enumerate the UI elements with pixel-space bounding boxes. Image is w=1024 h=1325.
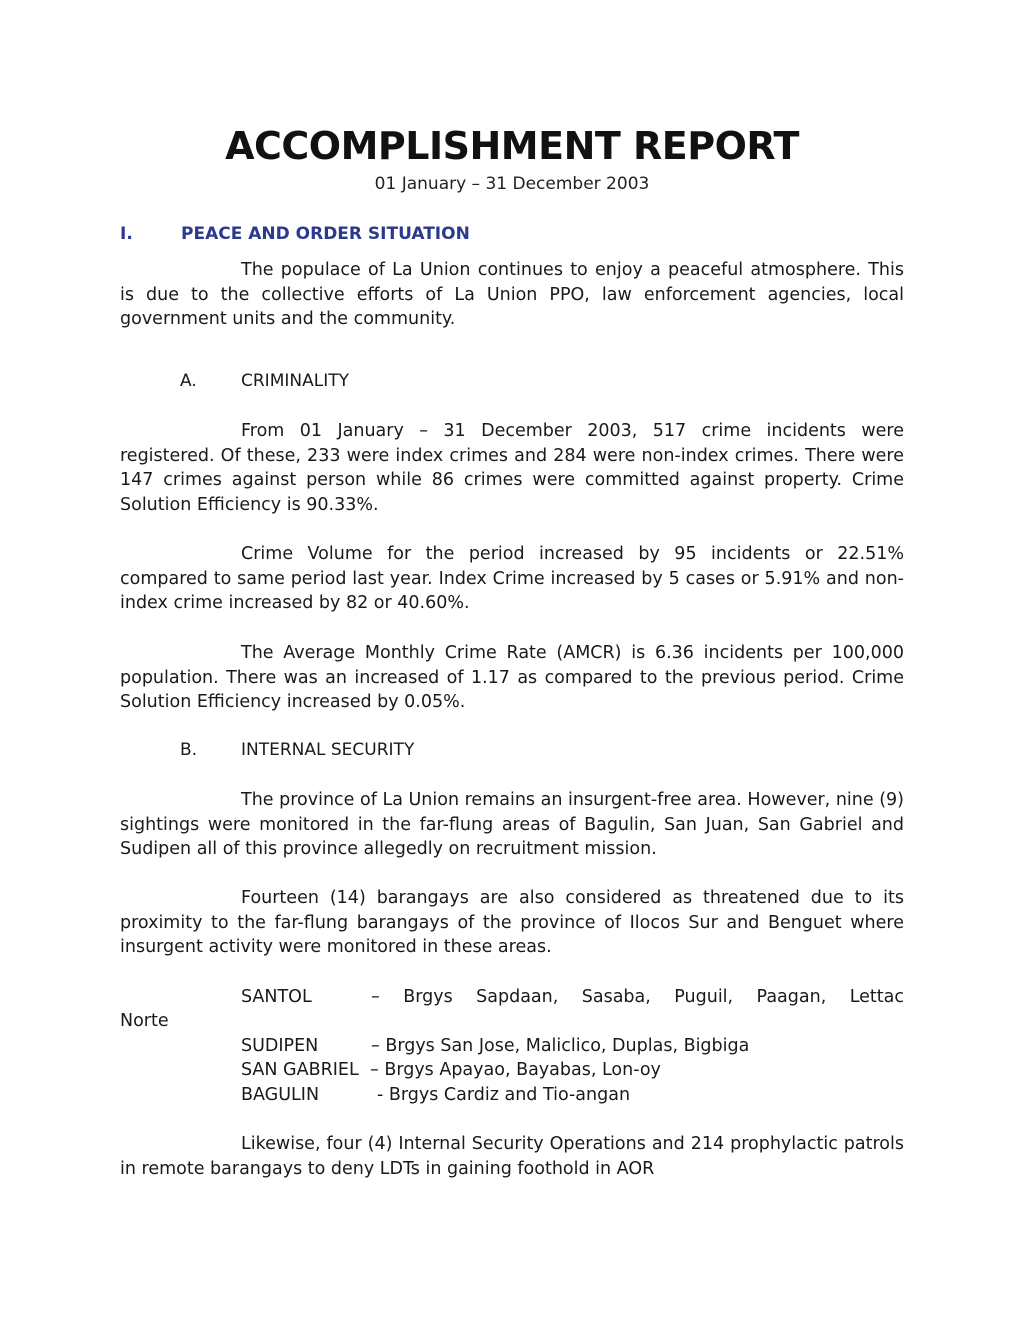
insurgent-free-paragraph: The province of La Union remains an insurgent-free area. However, nine (9) sightings were monitored in the far-flung areas of Bagulin, San Juan, San Gabriel and Sudipen all of this province allegedly on recruitment mission. [120, 790, 904, 860]
barangay-list: – Brgys San Jose, Maliclico, Duplas, Bigbiga [371, 1036, 750, 1056]
closing-paragraph: Likewise, four (4) Internal Security Operations and 214 prophylactic patrols in remote barangays to deny LDTs in gaining foothold in AOR [120, 1134, 904, 1179]
barangay-place: SANTOL [241, 987, 312, 1007]
criminality-paragraph: From 01 January – 31 December 2003, 517 crime incidents were registered. Of these, 233 were index crimes and 284 were non-index crimes. There were 147 crimes against person while 86 crimes were committed against property. Crime Solution Efficiency is 90.33%. [120, 421, 904, 515]
santol-continuation: Norte [120, 1011, 169, 1031]
barangay-place: SUDIPEN [241, 1036, 319, 1056]
subsection-b-letter: B. [180, 740, 198, 760]
crime-volume-paragraph: Crime Volume for the period increased by 95 incidents or 22.51% compared to same period last year. Index Crime increased by 5 cases or 5.91% and non-index crime increased by 82 or 40.60%. [120, 544, 904, 614]
barangay-row-bagulin [241, 1083, 904, 1108]
barangay-place: BAGULIN [241, 1085, 320, 1105]
barangay-row-santol [241, 985, 904, 1010]
barangay-place: SAN GABRIEL [241, 1060, 359, 1080]
barangay-list: – Brgys Apayao, Bayabas, Lon-oy [370, 1060, 661, 1080]
report-title: ACCOMPLISHMENT REPORT [225, 124, 799, 168]
subsection-a-letter: A. [180, 371, 197, 391]
report-period: 01 January – 31 December 2003 [374, 174, 650, 194]
amcr-paragraph: The Average Monthly Crime Rate (AMCR) is 6.36 incidents per 100,000 population. There was an increased of 1.17 as compared to the previous period. Crime Solution Efficiency increased by 0.05%. [120, 643, 904, 713]
subsection-a-title: CRIMINALITY [241, 371, 349, 391]
section-number: I. [120, 224, 133, 244]
threatened-barangays-paragraph: Fourteen (14) barangays are also considered as threatened due to its proximity to the far-flung barangays of the province of Ilocos Sur and Benguet where insurgent activity were monitored in these areas. [120, 888, 904, 958]
barangay-list: - Brgys Cardiz and Tio-angan [377, 1085, 631, 1105]
subsection-b-title: INTERNAL SECURITY [241, 740, 415, 760]
barangay-list: – Brgys Sapdaan, Sasaba, Puguil, Paagan, Lettac [371, 987, 904, 1007]
intro-paragraph: The populace of La Union continues to enjoy a peaceful atmosphere. This is due to the collective efforts of La Union PPO, law enforcement agencies, local government units and the community. [120, 260, 904, 330]
section-title: PEACE AND ORDER SITUATION [181, 224, 470, 244]
barangay-row-san-gabriel [241, 1058, 904, 1083]
barangay-row-sudipen [241, 1034, 904, 1059]
